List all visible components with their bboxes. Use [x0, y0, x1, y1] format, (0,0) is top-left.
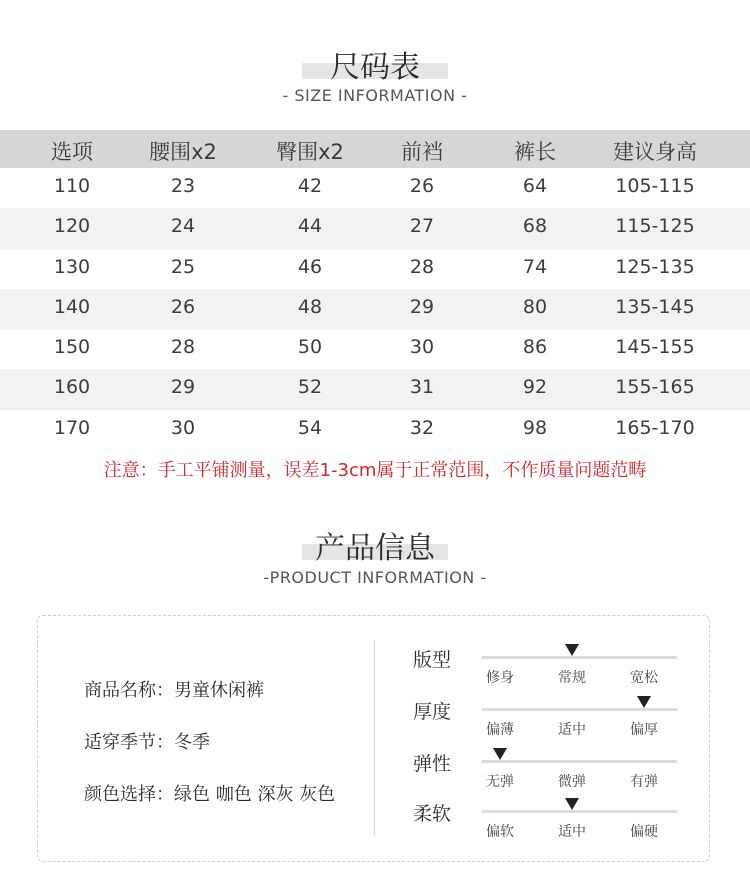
selected-marker-thickness: [637, 696, 651, 708]
scale-option: 宽松: [630, 670, 658, 686]
cell-waist: 26: [170, 295, 196, 318]
table-row: [0, 168, 750, 208]
cell-waist: 24: [170, 215, 196, 238]
cell-hip: 46: [297, 255, 323, 278]
cell-length: 98: [522, 416, 548, 439]
attr-label-softness: 柔软: [413, 803, 452, 825]
scale-line-thickness: [482, 708, 677, 711]
attr-label-fit: 版型: [413, 649, 452, 671]
size-title: 尺码表: [330, 50, 420, 85]
cell-front-rise: 31: [409, 376, 435, 399]
header-height: 建议身高: [613, 140, 697, 164]
scale-option: 适中: [558, 722, 586, 738]
selected-marker-softness: [565, 798, 579, 810]
cell-length: 64: [522, 175, 548, 197]
cell-length: 86: [522, 336, 548, 359]
scale-option: 偏厚: [630, 722, 658, 738]
cell-height: 105-115: [615, 175, 695, 197]
cell-height: 145-155: [615, 336, 695, 359]
scale-option: 偏薄: [486, 722, 514, 738]
header-length: 裤长: [514, 140, 556, 164]
cell-front-rise: 30: [409, 336, 435, 359]
product-season: 适穿季节：冬季: [84, 732, 210, 753]
attr-label-thickness: 厚度: [413, 701, 452, 723]
attr-label-elasticity: 弹性: [413, 753, 452, 775]
cell-waist: 25: [170, 255, 196, 278]
card-divider: [374, 640, 375, 836]
table-row: [0, 289, 750, 329]
cell-waist: 28: [170, 336, 196, 359]
scale-line-fit: [482, 656, 677, 659]
product-colors: 颜色选择：绿色 咖色 深灰 灰色: [84, 784, 336, 805]
cell-front-rise: 27: [409, 215, 435, 238]
cell-hip: 48: [297, 295, 323, 318]
cell-height: 135-145: [615, 295, 695, 318]
cell-front-rise: 28: [409, 255, 435, 278]
table-row: [0, 208, 750, 248]
cell-hip: 42: [297, 175, 323, 197]
cell-length: 80: [522, 295, 548, 318]
size-subtitle: - SIZE INFORMATION -: [282, 86, 468, 105]
cell-length: 68: [522, 215, 548, 238]
product-subtitle: -PRODUCT INFORMATION -: [263, 568, 487, 587]
scale-line-softness: [482, 810, 677, 813]
scale-option: 有弹: [630, 774, 658, 790]
scale-line-elasticity: [482, 760, 677, 763]
selected-marker-elasticity: [493, 748, 507, 760]
cell-hip: 44: [297, 215, 323, 238]
cell-height: 155-165: [615, 376, 695, 399]
cell-length: 74: [522, 255, 548, 278]
measurement-note: 注意：手工平铺测量，误差1-3cm属于正常范围，不作质量问题范畴: [103, 460, 647, 481]
table-row: [0, 249, 750, 289]
cell-front-rise: 29: [409, 295, 435, 318]
scale-option: 修身: [486, 670, 514, 686]
cell-hip: 52: [297, 376, 323, 399]
cell-front-rise: 32: [409, 416, 435, 439]
selected-marker-fit: [565, 644, 579, 656]
cell-option: 160: [53, 376, 91, 399]
cell-waist: 29: [170, 376, 196, 399]
size-table: [0, 130, 750, 450]
cell-waist: 30: [170, 416, 196, 439]
header-hip: 臀围x2: [276, 140, 344, 164]
header-option: 选项: [51, 140, 93, 164]
scale-option: 微弹: [558, 774, 586, 790]
table-row: [0, 369, 750, 409]
cell-length: 92: [522, 376, 548, 399]
product-title: 产品信息: [315, 531, 435, 566]
table-row: [0, 329, 750, 369]
table-row: [0, 410, 750, 450]
cell-waist: 23: [170, 175, 196, 197]
cell-option: 130: [53, 255, 91, 278]
scale-option: 偏硬: [630, 824, 658, 840]
cell-option: 150: [53, 336, 91, 359]
cell-option: 120: [53, 215, 91, 238]
header-front-rise: 前裆: [401, 140, 443, 164]
cell-option: 110: [53, 175, 91, 197]
cell-option: 140: [53, 295, 91, 318]
cell-option: 170: [53, 416, 91, 439]
scale-option: 常规: [558, 670, 586, 686]
size-table-header: [0, 130, 750, 168]
cell-height: 165-170: [615, 416, 695, 439]
cell-height: 115-125: [615, 215, 695, 238]
cell-height: 125-135: [615, 255, 695, 278]
product-name: 商品名称：男童休闲裤: [84, 680, 264, 701]
cell-hip: 50: [297, 336, 323, 359]
scale-option: 适中: [558, 824, 586, 840]
scale-option: 偏软: [486, 824, 514, 840]
scale-option: 无弹: [486, 774, 514, 790]
cell-hip: 54: [297, 416, 323, 439]
cell-front-rise: 26: [409, 175, 435, 197]
size-table-body: [0, 168, 750, 450]
header-waist: 腰围x2: [149, 140, 217, 164]
